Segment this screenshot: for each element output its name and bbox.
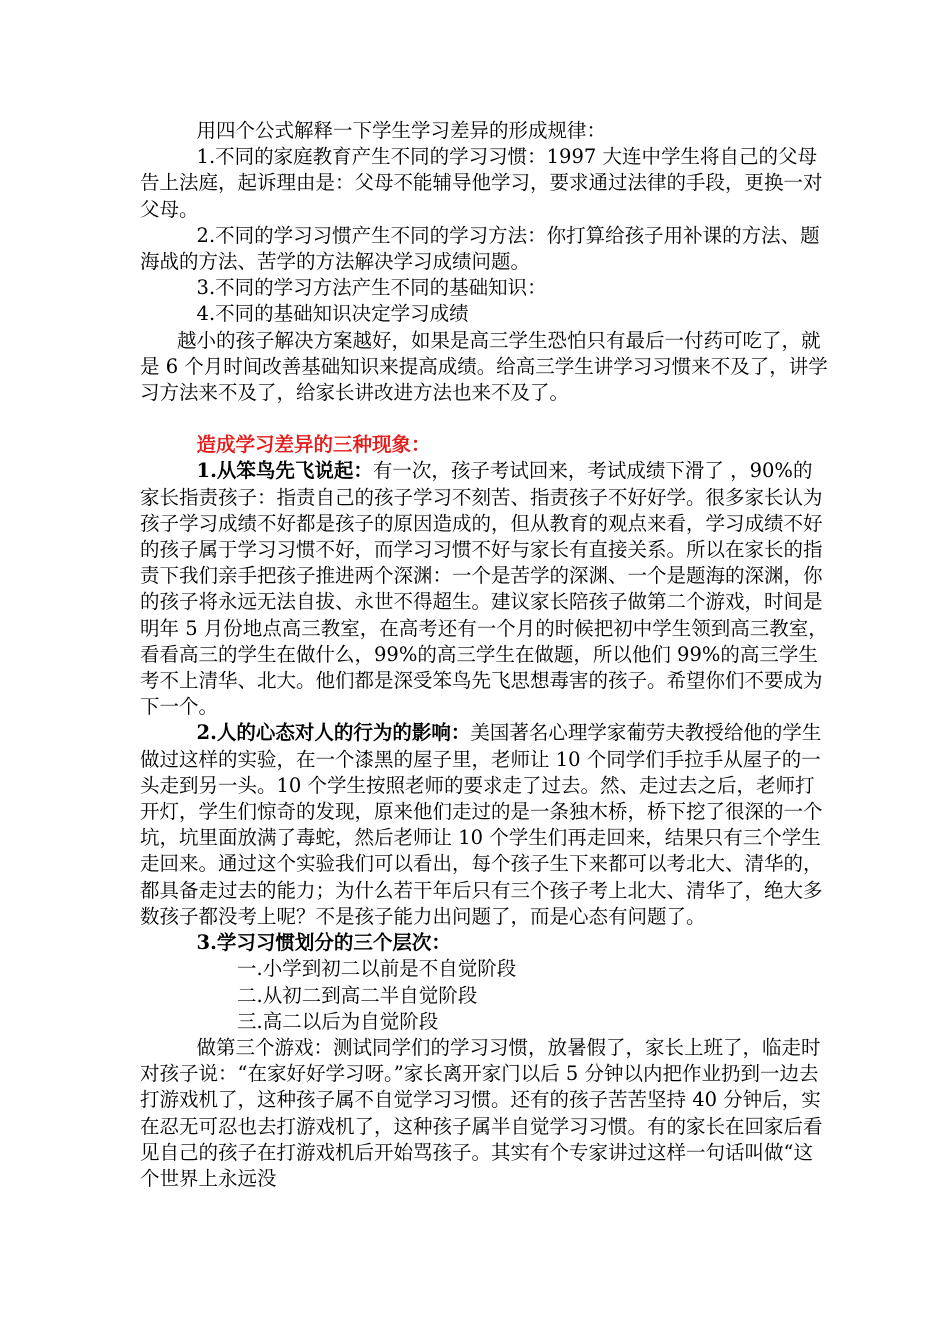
paragraph-1 xyxy=(140,458,830,720)
intro-item-4: 4.不同的基础知识决定学习成绩 xyxy=(196,302,469,326)
level-item-1: 一.小学到初二以前是不自觉阶段 xyxy=(237,957,517,981)
paragraph-2 xyxy=(140,720,830,930)
level-item-3: 三.高二以后为自觉阶段 xyxy=(237,1009,439,1033)
paragraph-1-title: 1.从笨鸟先飞说起： xyxy=(196,459,373,483)
blank-line xyxy=(140,406,830,432)
paragraph-2-title: 2.人的心态对人的行为的影响： xyxy=(196,721,471,745)
level-item-2: 二.从初二到高二半自觉阶段 xyxy=(237,983,478,1007)
intro-item-3: 3.不同的学习方法产生不同的基础知识： xyxy=(196,276,547,300)
paragraph-4: 做第三个游戏：测试同学们的学习习惯，放暑假了，家长上班了，临走时对孩子说：“在家好好学习呀。”家长离开家门以后 5 分钟以内把作业扔到一边去打游戏机了，这种孩子属不自觉学习习惯。还有的孩子苦苦坚持 40 分钟后，实在忍无可忍也去打游戏机了，这种孩子属半自觉学习习惯。有的家长在回家后看见自己的孩子在打游戏机后开始骂孩子。其实有个专家讲过这样一句话叫做“这个世界上永远没 xyxy=(140,1035,823,1190)
section-heading: 造成学习差异的三种现象： xyxy=(196,433,431,457)
paragraph-3-title: 3.学习习惯划分的三个层次： xyxy=(196,931,451,955)
paragraph-2-body: 美国著名心理学家葡劳夫教授给他的学生做过这样的实验，在一个漆黑的屋子里，老师让 10 个同学们手拉手从屋子的一头走到另一头。10 个学生按照老师的要求走了过去。然、走过去之后，老师打开灯，学生们惊奇的发现，原来他们走过的是一条独木桥，桥下挖了很深的一个坑，坑里面放满了毒蛇，然后老师让 10 个学生们再走回来，结果只有三个学生走回来。通过这个实验我们可以看出，每个孩子生下来都可以考北大、清华的，都具备走过去的能力；为什么若干年后只有三个孩子考上北大、清华了，绝大多数孩子都没考上呢？不是孩子能力出问题了，而是心态有问题了。 xyxy=(140,721,823,928)
document-page xyxy=(140,118,830,1192)
intro-item-2: 2.不同的学习习惯产生不同的学习方法：你打算给孩子用补课的方法、题海战的方法、苦学的方法解决学习成绩问题。 xyxy=(140,223,820,274)
intro-summary: 越小的孩子解决方案越好，如果是高三学生恐怕只有最后一付药可吃了，就是 6 个月时间改善基础知识来提高成绩。给高三学生讲学习习惯来不及了，讲学习方法来不及了，给家长讲改进方法也来不及了。 xyxy=(140,328,828,405)
intro-item-1: 1.不同的家庭教育产生不同的学习习惯：1997 大连中学生将自己的父母告上法庭，起诉理由是：父母不能辅导他学习，要求通过法律的手段，更换一对父母。 xyxy=(140,145,823,221)
paragraph-1-body: 有一次，孩子考试回来，考试成绩下滑了 ，90%的家长指责孩子：指责自己的孩子学习不刻苦、指责孩子不好好学。很多家长认为孩子学习成绩不好都是孩子的原因造成的，但从教育的观点来看，学习成绩不好的孩子属于学习习惯不好，而学习习惯不好与家长有直接关系。所以在家长的指责下我们亲手把孩子推进两个深渊：一个是苦学的深渊、一个是题海的深渊，你的孩子将永远无法自拔、永世不得超生。建议家长陪孩子做第二个游戏，时间是明年 5 月份地点高三教室，在高考还有一个月的时候把初中学生领到高三教室，看看高三的学生在做什么，99%的高三学生在做题，所以他们 99%的高三学生考不上清华、北大。他们都是深受笨鸟先飞思想毒害的孩子。希望你们不要成为下一个。 xyxy=(140,459,828,719)
intro-title-line: 用四个公式解释一下学生学习差异的形成规律： xyxy=(196,119,607,142)
